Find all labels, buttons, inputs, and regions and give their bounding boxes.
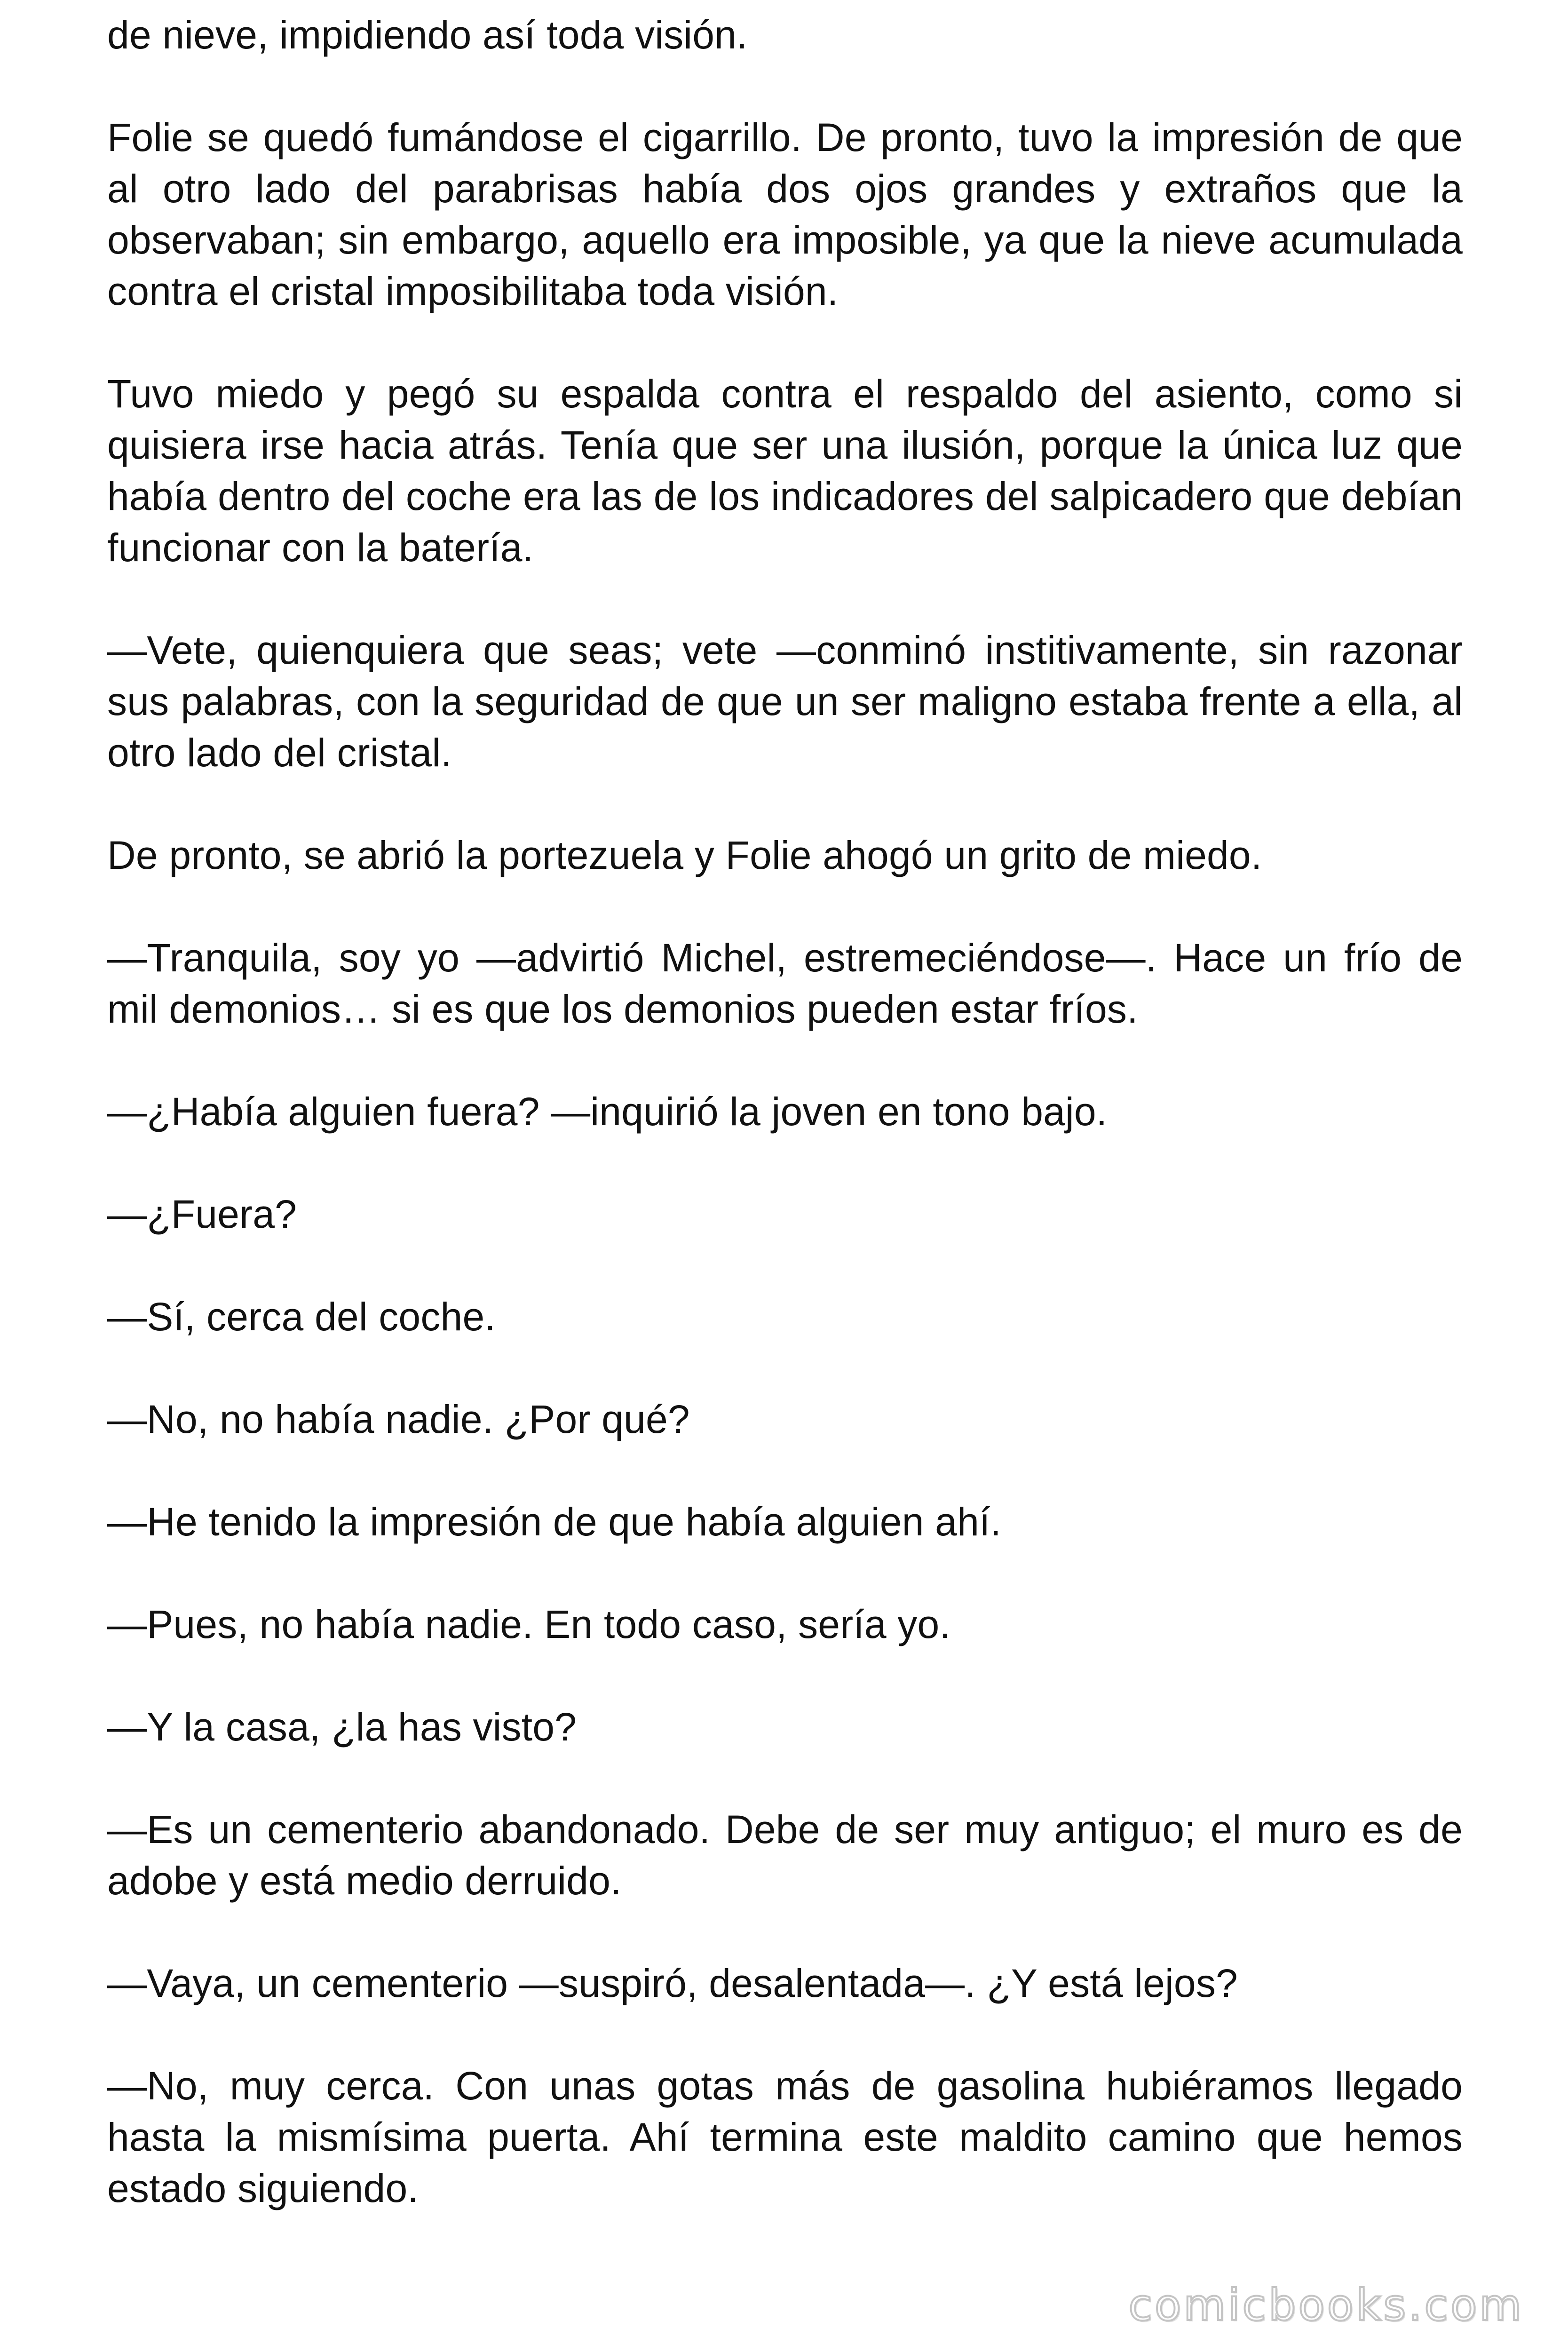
paragraph: Folie se quedó fumándose el cigarrillo. De pronto, tuvo la impresión de que al otro lado del parabrisas había dos ojos grandes y extraños que la observaban; sin embargo, aquello era imposible, ya que la nieve acumulada contra el cristal imposibilitaba toda visión. (107, 115, 1463, 313)
paragraph: —Pues, no había nadie. En todo caso, sería yo. (107, 1602, 951, 1646)
paragraph: de nieve, impidiendo así toda visión. (107, 13, 748, 57)
paragraph: —¿Fuera? (107, 1192, 297, 1236)
paragraph: —Es un cementerio abandonado. Debe de ser muy antiguo; el muro es de adobe y está medio derruido. (107, 1807, 1463, 1903)
paragraph: De pronto, se abrió la portezuela y Folie ahogó un grito de miedo. (107, 833, 1262, 877)
paragraph: —Tranquila, soy yo —advirtió Michel, estremeciéndose—. Hace un frío de mil demonios… si es que los demonios pueden estar fríos. (107, 936, 1463, 1031)
watermark-logo: comicbooks.com (1128, 2280, 1524, 2330)
paragraph: —No, muy cerca. Con unas gotas más de gasolina hubiéramos llegado hasta la mismísima puerta. Ahí termina este maldito camino que hemos estado siguiendo. (107, 2064, 1463, 2210)
paragraph: —Sí, cerca del coche. (107, 1295, 496, 1339)
paragraph: —He tenido la impresión de que había alguien ahí. (107, 1500, 1002, 1544)
paragraph: —¿Había alguien fuera? —inquirió la joven en tono bajo. (107, 1089, 1108, 1134)
text-column (107, 9, 1463, 2265)
paragraph: Tuvo miedo y pegó su espalda contra el respaldo del asiento, como si quisiera irse hacia atrás. Tenía que ser una ilusión, porque la única luz que había dentro del coche era las de los indicadores del salpicadero que debían funcionar con la batería. (107, 372, 1463, 570)
paragraph: —No, no había nadie. ¿Por qué? (107, 1397, 690, 1441)
paragraph: —Y la casa, ¿la has visto? (107, 1705, 577, 1749)
paragraph: —Vete, quienquiera que seas; vete —conminó institivamente, sin razonar sus palabras, con la seguridad de que un ser maligno estaba frente a ella, al otro lado del cristal. (107, 628, 1463, 775)
paragraph: —Vaya, un cementerio —suspiró, desalentada—. ¿Y está lejos? (107, 1961, 1238, 2005)
